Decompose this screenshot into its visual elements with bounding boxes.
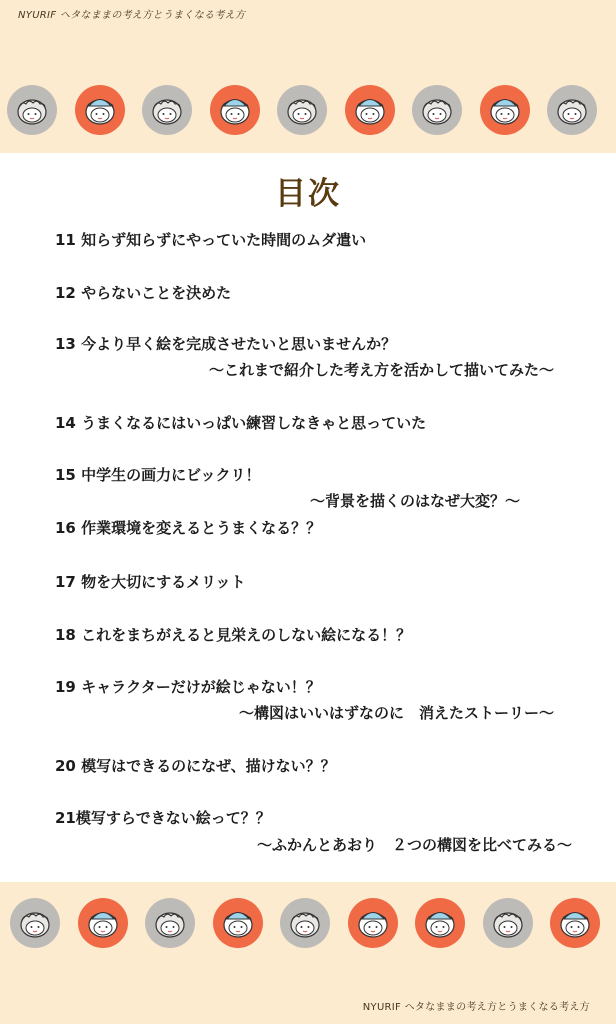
sheep-orange-icon [210, 85, 260, 135]
bottom-icon-row [0, 893, 616, 953]
sheep-orange-icon [480, 85, 530, 135]
toc-entry-20[interactable]: 20 模写はできるのになぜ、描けない？？ [55, 757, 336, 775]
sheep-orange-icon [348, 898, 398, 948]
sheep-gray-icon [547, 85, 597, 135]
toc-entry-15-subtitle: ～背景を描くのはなぜ大変？～ [309, 492, 520, 510]
toc-entry-17[interactable]: 17 物を大切にするメリット [55, 573, 246, 591]
toc-entry-15[interactable]: 15 中学生の画力にビックリ！ [55, 466, 261, 484]
sheep-gray-icon [7, 85, 57, 135]
sheep-gray-icon [412, 85, 462, 135]
sheep-orange-icon [78, 898, 128, 948]
page-title: 目次 [275, 176, 341, 212]
toc-entry-16[interactable]: 16 作業環境を変えるとうまくなる？？ [55, 519, 322, 537]
sheep-orange-icon [550, 898, 600, 948]
sheep-orange-icon [415, 898, 465, 948]
toc-entry-13-subtitle: ～これまで紹介した考え方を活かして描いてみた～ [208, 361, 554, 379]
sheep-gray-icon [10, 898, 60, 948]
top-icon-row [0, 80, 616, 140]
toc-entry-13[interactable]: 13 今より早く絵を完成させたいと思いませんか？ [55, 335, 397, 353]
toc-entry-19-subtitle: ～構図はいいはずなのに 消えたストーリー～ [238, 704, 554, 722]
sheep-gray-icon [277, 85, 327, 135]
header-caption: NYURIF ヘタなままの考え方とうまくなる考え方 [18, 10, 246, 21]
toc-entry-12[interactable]: 12 やらないことを決めた [55, 284, 232, 302]
sheep-gray-icon [483, 898, 533, 948]
sheep-gray-icon [142, 85, 192, 135]
toc-entry-14[interactable]: 14 うまくなるにはいっぱい練習しなきゃと思っていた [55, 414, 427, 432]
toc-entry-18[interactable]: 18 これをまちがえると見栄えのしない絵になる！？ [55, 626, 412, 644]
toc-entry-21[interactable]: 21模写すらできない絵って？？ [55, 809, 271, 827]
footer-caption: NYURIF ヘタなままの考え方とうまくなる考え方 [362, 1002, 590, 1013]
toc-entry-21-subtitle: ～ふかんとあおり ２つの構図を比べてみる～ [256, 836, 572, 854]
sheep-gray-icon [280, 898, 330, 948]
toc-entry-19[interactable]: 19 キャラクターだけが絵じゃない！？ [55, 678, 321, 696]
toc-entry-11[interactable]: 11 知らず知らずにやっていた時間のムダ遣い [55, 231, 367, 249]
sheep-gray-icon [145, 898, 195, 948]
sheep-orange-icon [345, 85, 395, 135]
sheep-orange-icon [75, 85, 125, 135]
sheep-orange-icon [213, 898, 263, 948]
